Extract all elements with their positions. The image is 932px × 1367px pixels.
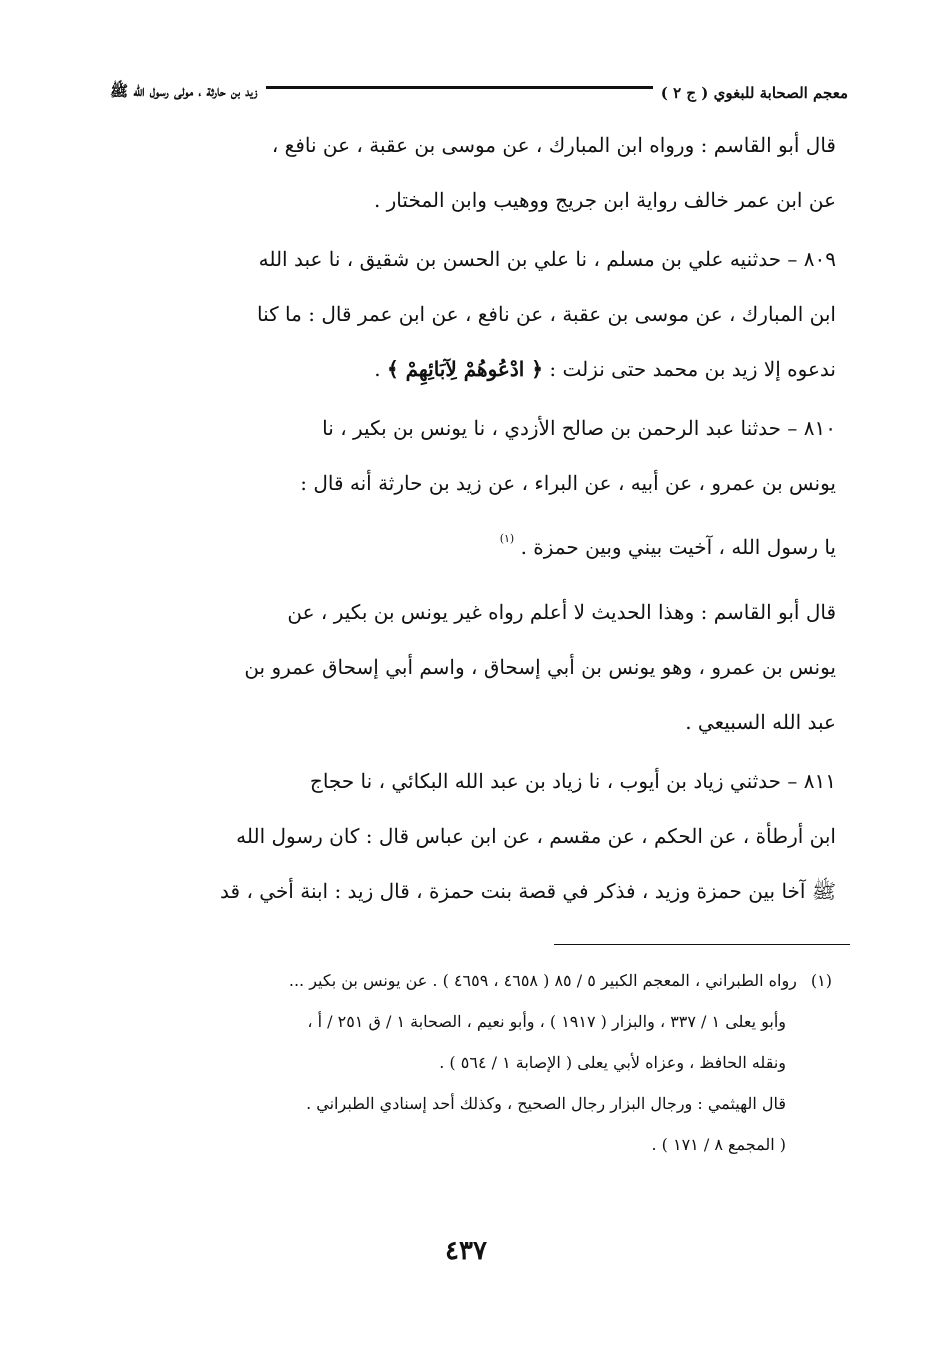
- text-line: يونس بن عمرو ، وهو يونس بن أبي إسحاق ، واسم أبي إسحاق عمرو بن: [244, 655, 836, 679]
- header-rule: [266, 86, 653, 89]
- running-header: [110, 76, 848, 110]
- text-segment: .: [374, 357, 381, 381]
- text-line: ٨١٠ – حدثنا عبد الرحمن بن صالح الأزدي ، نا يونس بن بكير ، نا: [322, 416, 836, 440]
- page-number: ٤٣٧: [445, 1236, 487, 1266]
- footnotes: [90, 960, 832, 1165]
- header-book-title: معجم الصحابة للبغوي ( ج ٢ ): [660, 84, 848, 102]
- main-text: [86, 118, 836, 919]
- text-segment: يا رسول الله ، آخيت بيني وبين حمزة .: [520, 535, 836, 559]
- footnote-line: ونقله الحافظ ، وعزاه لأبي يعلى ( الإصابة ١ / ٥٦٤ ) .: [439, 1053, 786, 1072]
- text-line: ابن المبارك ، عن موسى بن عقبة ، عن نافع ، عن ابن عمر قال : ما كنا: [257, 302, 836, 326]
- footnote-line: وأبو يعلى ١ / ٣٣٧ ، والبزار ( ١٩١٧ ) ، وأبو نعيم ، الصحابة ١ / ق ٢٥١ / أ ،: [307, 1012, 786, 1031]
- text-line: يونس بن عمرو ، عن أبيه ، عن البراء ، عن زيد بن حارثة أنه قال :: [300, 471, 836, 495]
- footnote-number: (١): [810, 971, 832, 990]
- footnote-ref: (١): [499, 532, 515, 545]
- footnote-separator: [554, 944, 850, 945]
- quran-verse: ﴿ ادْعُوهُمْ لِآبَائِهِمْ ﴾: [386, 357, 544, 381]
- text-line: ٨١١ – حدثني زياد بن أيوب ، نا زياد بن عبد الله البكائي ، نا حجاج: [309, 769, 836, 793]
- footnote-text: رواه الطبراني ، المعجم الكبير ٥ / ٨٥ ( ٤٦٥٨ ، ٤٦٥٩ ) . عن يونس بن بكير ...: [288, 971, 797, 990]
- text-line: عبد الله السبيعي .: [685, 710, 836, 734]
- text-line: عن ابن عمر خالف رواية ابن جريج ووهيب وابن المختار .: [373, 188, 836, 212]
- text-line: [86, 342, 836, 397]
- footnote-line: [90, 960, 832, 1001]
- text-segment: ندعوه إلا زيد بن محمد حتى نزلت :: [549, 357, 836, 381]
- text-line: قال أبو القاسم : ورواه ابن المبارك ، عن موسى بن عقبة ، عن نافع ،: [271, 133, 836, 157]
- text-line: ﷺ آخا بين حمزة وزيد ، فذكر في قصة بنت حمزة ، قال زيد : ابنة أخي ، قد: [220, 879, 836, 903]
- footnote-line: ( المجمع ٨ / ١٧١ ) .: [651, 1135, 786, 1154]
- text-line: قال أبو القاسم : وهذا الحديث لا أعلم رواه غير يونس بن بكير ، عن: [287, 600, 836, 624]
- footnote-line: قال الهيثمي : ورجال البزار رجال الصحيح ، وكذلك أحد إسنادي الطبراني .: [306, 1094, 786, 1113]
- header-section-title: زيد بن حارثة ، مولى رسول الله ﷺ: [110, 82, 258, 100]
- text-line: [86, 511, 836, 575]
- text-line: ابن أرطأة ، عن الحكم ، عن مقسم ، عن ابن عباس قال : كان رسول الله: [236, 824, 836, 848]
- text-line: ٨٠٩ – حدثنيه علي بن مسلم ، نا علي بن الحسن بن شقيق ، نا عبد الله: [258, 247, 836, 271]
